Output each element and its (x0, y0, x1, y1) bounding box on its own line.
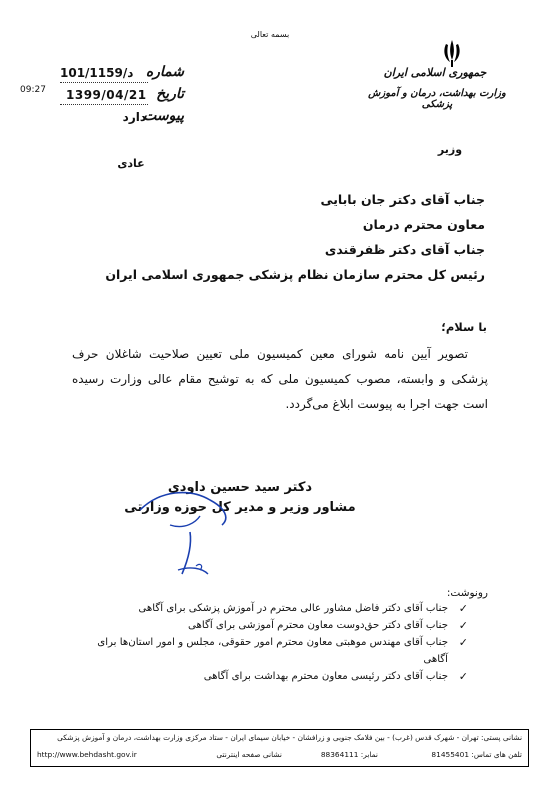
footer-address: نشانی پستی: تهران - شهرک قدس (غرب) - بین فلامک جنوبی و زرافشان - خیابان سیمای ایران - ستاد مرکزی وزارت بهداشت، درمان و آموزش پزشکی (57, 733, 522, 742)
number-underline (60, 82, 148, 83)
iran-emblem-icon (440, 38, 464, 68)
cc-label: رونوشت: (446, 587, 488, 599)
letter-number: د/101/1159 (60, 66, 134, 80)
classification-stamp: عادی (117, 157, 145, 170)
cc-list (88, 600, 468, 685)
checkmark-icon: ✓ (458, 619, 468, 632)
cc-item: ✓ جناب آقای دکتر فاضل مشاور عالی محترم در آموزش پزشکی برای آگاهی (138, 602, 468, 615)
checkmark-icon: ✓ (458, 670, 468, 683)
body-paragraph: تصویر آیین نامه شورای معین کمیسیون ملی تعیین صلاحیت شاغلان حرف پزشکی و وابسته، مصوب کمیسیون ملی که به توشیح مقام عالی وزارت رسیده است جهت اجرا به پیوست ابلاغ می‌گردد. (72, 347, 488, 411)
recipient-line-1: جناب آقای دکتر جان بابایی (320, 192, 485, 207)
ministry-line1: جمهوری اسلامی ایران (383, 66, 487, 79)
signatory-name: دکتر سید حسین داودی (167, 480, 313, 495)
footer-phone: تلفن های تماس: 81455401 (431, 750, 522, 759)
signatory-title: مشاور وزیر و مدیر کل حوزه وزارتی (124, 500, 356, 515)
date-underline (60, 104, 148, 105)
handwritten-signature (130, 470, 270, 585)
cc-item: ✓ جناب آقای مهندس موهبتی معاون محترم امور حقوقی، مجلس و امور استان‌ها برای آگاهی (97, 636, 468, 665)
attachment-value: دارد (122, 110, 146, 124)
ministry-line2: وزارت بهداشت، درمان و آموزش پزشکی (368, 88, 506, 110)
recipient-line-3: جناب آقای دکتر ظفرقندی (324, 242, 485, 257)
recipient-line-4: رئیس کل محترم سازمان نظام پزشکی جمهوری اسلامی ایران (105, 267, 485, 282)
cc-item: ✓ جناب آقای دکتر حق‌دوست معاون محترم آموزشی برای آگاهی (188, 619, 468, 632)
attachment-label: پیوست (143, 108, 184, 124)
department: وزیر (437, 143, 463, 156)
print-time: 09:27 (20, 85, 46, 95)
checkmark-icon: ✓ (458, 636, 468, 649)
date-label: تاریخ (156, 86, 184, 102)
footer-box (30, 729, 529, 767)
number-label: شماره (145, 64, 184, 80)
checkmark-icon: ✓ (458, 602, 468, 615)
recipient-line-2: معاون محترم درمان (362, 217, 485, 232)
letter-date: 1399/04/21 (66, 88, 147, 102)
top-note: بسمه تعالی (250, 30, 290, 39)
footer-website-label: نشانی صفحه اینترنتی (216, 750, 282, 759)
footer-fax: نمابر: 88364111 (320, 750, 378, 759)
cc-item: ✓ جناب آقای دکتر رئیسی معاون محترم بهداشت برای آگاهی (203, 670, 468, 683)
greeting: با سلام؛ (441, 320, 487, 334)
footer-website-link[interactable]: http://www.behdasht.gov.ir (37, 750, 137, 759)
